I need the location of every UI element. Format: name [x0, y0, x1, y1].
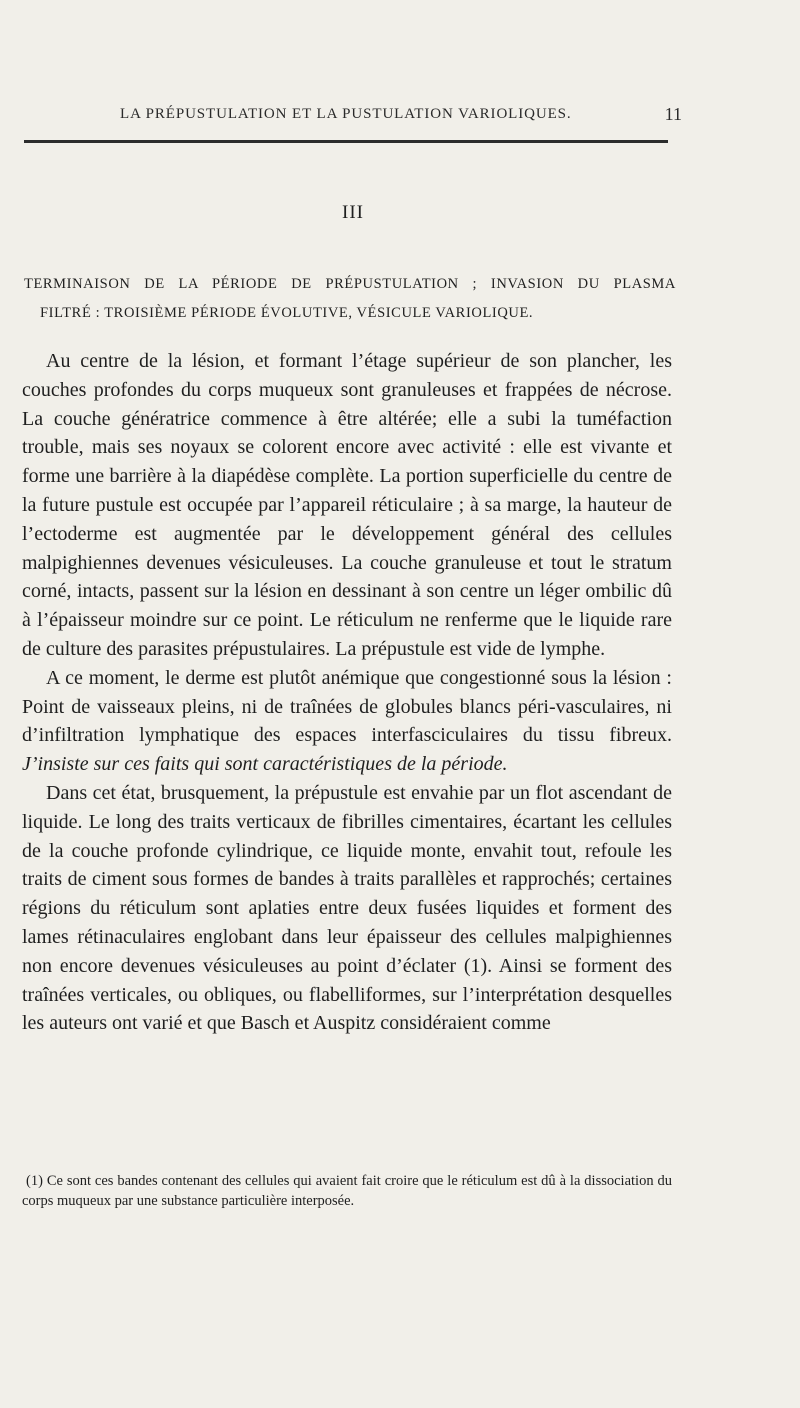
section-heading-line-2: FILTRÉ : TROISIÈME PÉRIODE ÉVOLUTIVE, VÉSICULE VARIOLIQUE.: [40, 305, 534, 321]
paragraph-3: Dans cet état, brusquement, la prépustule est envahie par un flot ascendant de liquide. Le long des traits verticaux de fibrilles cimentaires, écartant les cellules de la couche profonde cylindrique, ce liquide monte, envahit tout, refoule les traits de ciment sous formes de bandes à traits parallèles et rapprochés; certaines régions du réticulum sont aplaties entre deux fusées liquides et forment des lames rétinaculaires englobant dans leur épaisseur des cellules malpighiennes non encore devenues vésiculeuses au point d’éclater (1). Ainsi se forment des traînées verticales, ou obliques, ou flabelliformes, sur l’interprétation desquelles les auteurs ont varié et que Basch et Auspitz considéraient comme: [22, 781, 672, 1035]
section-heading: [24, 270, 676, 328]
running-head: [24, 104, 682, 128]
paragraph-2: [22, 664, 672, 779]
paragraph-2-emphasis: J’insiste sur ces faits qui sont caractéristiques de la période.: [22, 753, 508, 776]
section-number: III: [342, 202, 364, 223]
body-text: [22, 347, 672, 1038]
paragraph-2-text: A ce moment, le derme est plutôt anémique que congestionné sous la lésion : Point de vaisseaux pleins, ni de traînées de globules blancs péri-vasculaires, ni d’infiltration lymphatique des espaces interfasciculaires du tissu fibreux.: [22, 666, 672, 747]
footnote-text: (1) Ce sont ces bandes contenant des cellules qui avaient fait croire que le réticulum est dû à la dissociation du corps muqueux par une substance particulière interposée.: [22, 1173, 672, 1209]
header-rule: [24, 140, 668, 143]
paragraph-1: Au centre de la lésion, et formant l’étage supérieur de son plancher, les couches profondes du corps muqueux sont granuleuses et frappées de nécrose. La couche génératrice commence à être altérée; elle a subi la tuméfaction trouble, mais ses noyaux se colorent encore avec activité : elle est vivante et forme une barrière à la diapédèse complète. La portion superficielle du centre de la future pustule est occupée par l’appareil réticulaire ; à sa marge, la hauteur de l’ectoderme est augmentée par le développement général des cellules malpighiennes devenues vésiculeuses. La couche granuleuse et tout le stratum corné, intacts, passent sur la lésion en dessinant à son centre un léger ombilic dû à l’épaisseur moindre sur ce point. Le réticulum ne renferme que le liquide rare de culture des parasites prépustulaires. La prépustule est vide de lymphe.: [22, 350, 672, 660]
running-title: LA PRÉPUSTULATION ET LA PUSTULATION VARIOLIQUES.: [120, 106, 572, 122]
section-heading-line-1: TERMINAISON DE LA PÉRIODE DE PRÉPUSTULATION ; INVASION DU PLASMA: [24, 276, 676, 292]
page-number: 11: [664, 104, 682, 124]
footnote: [22, 1172, 672, 1211]
